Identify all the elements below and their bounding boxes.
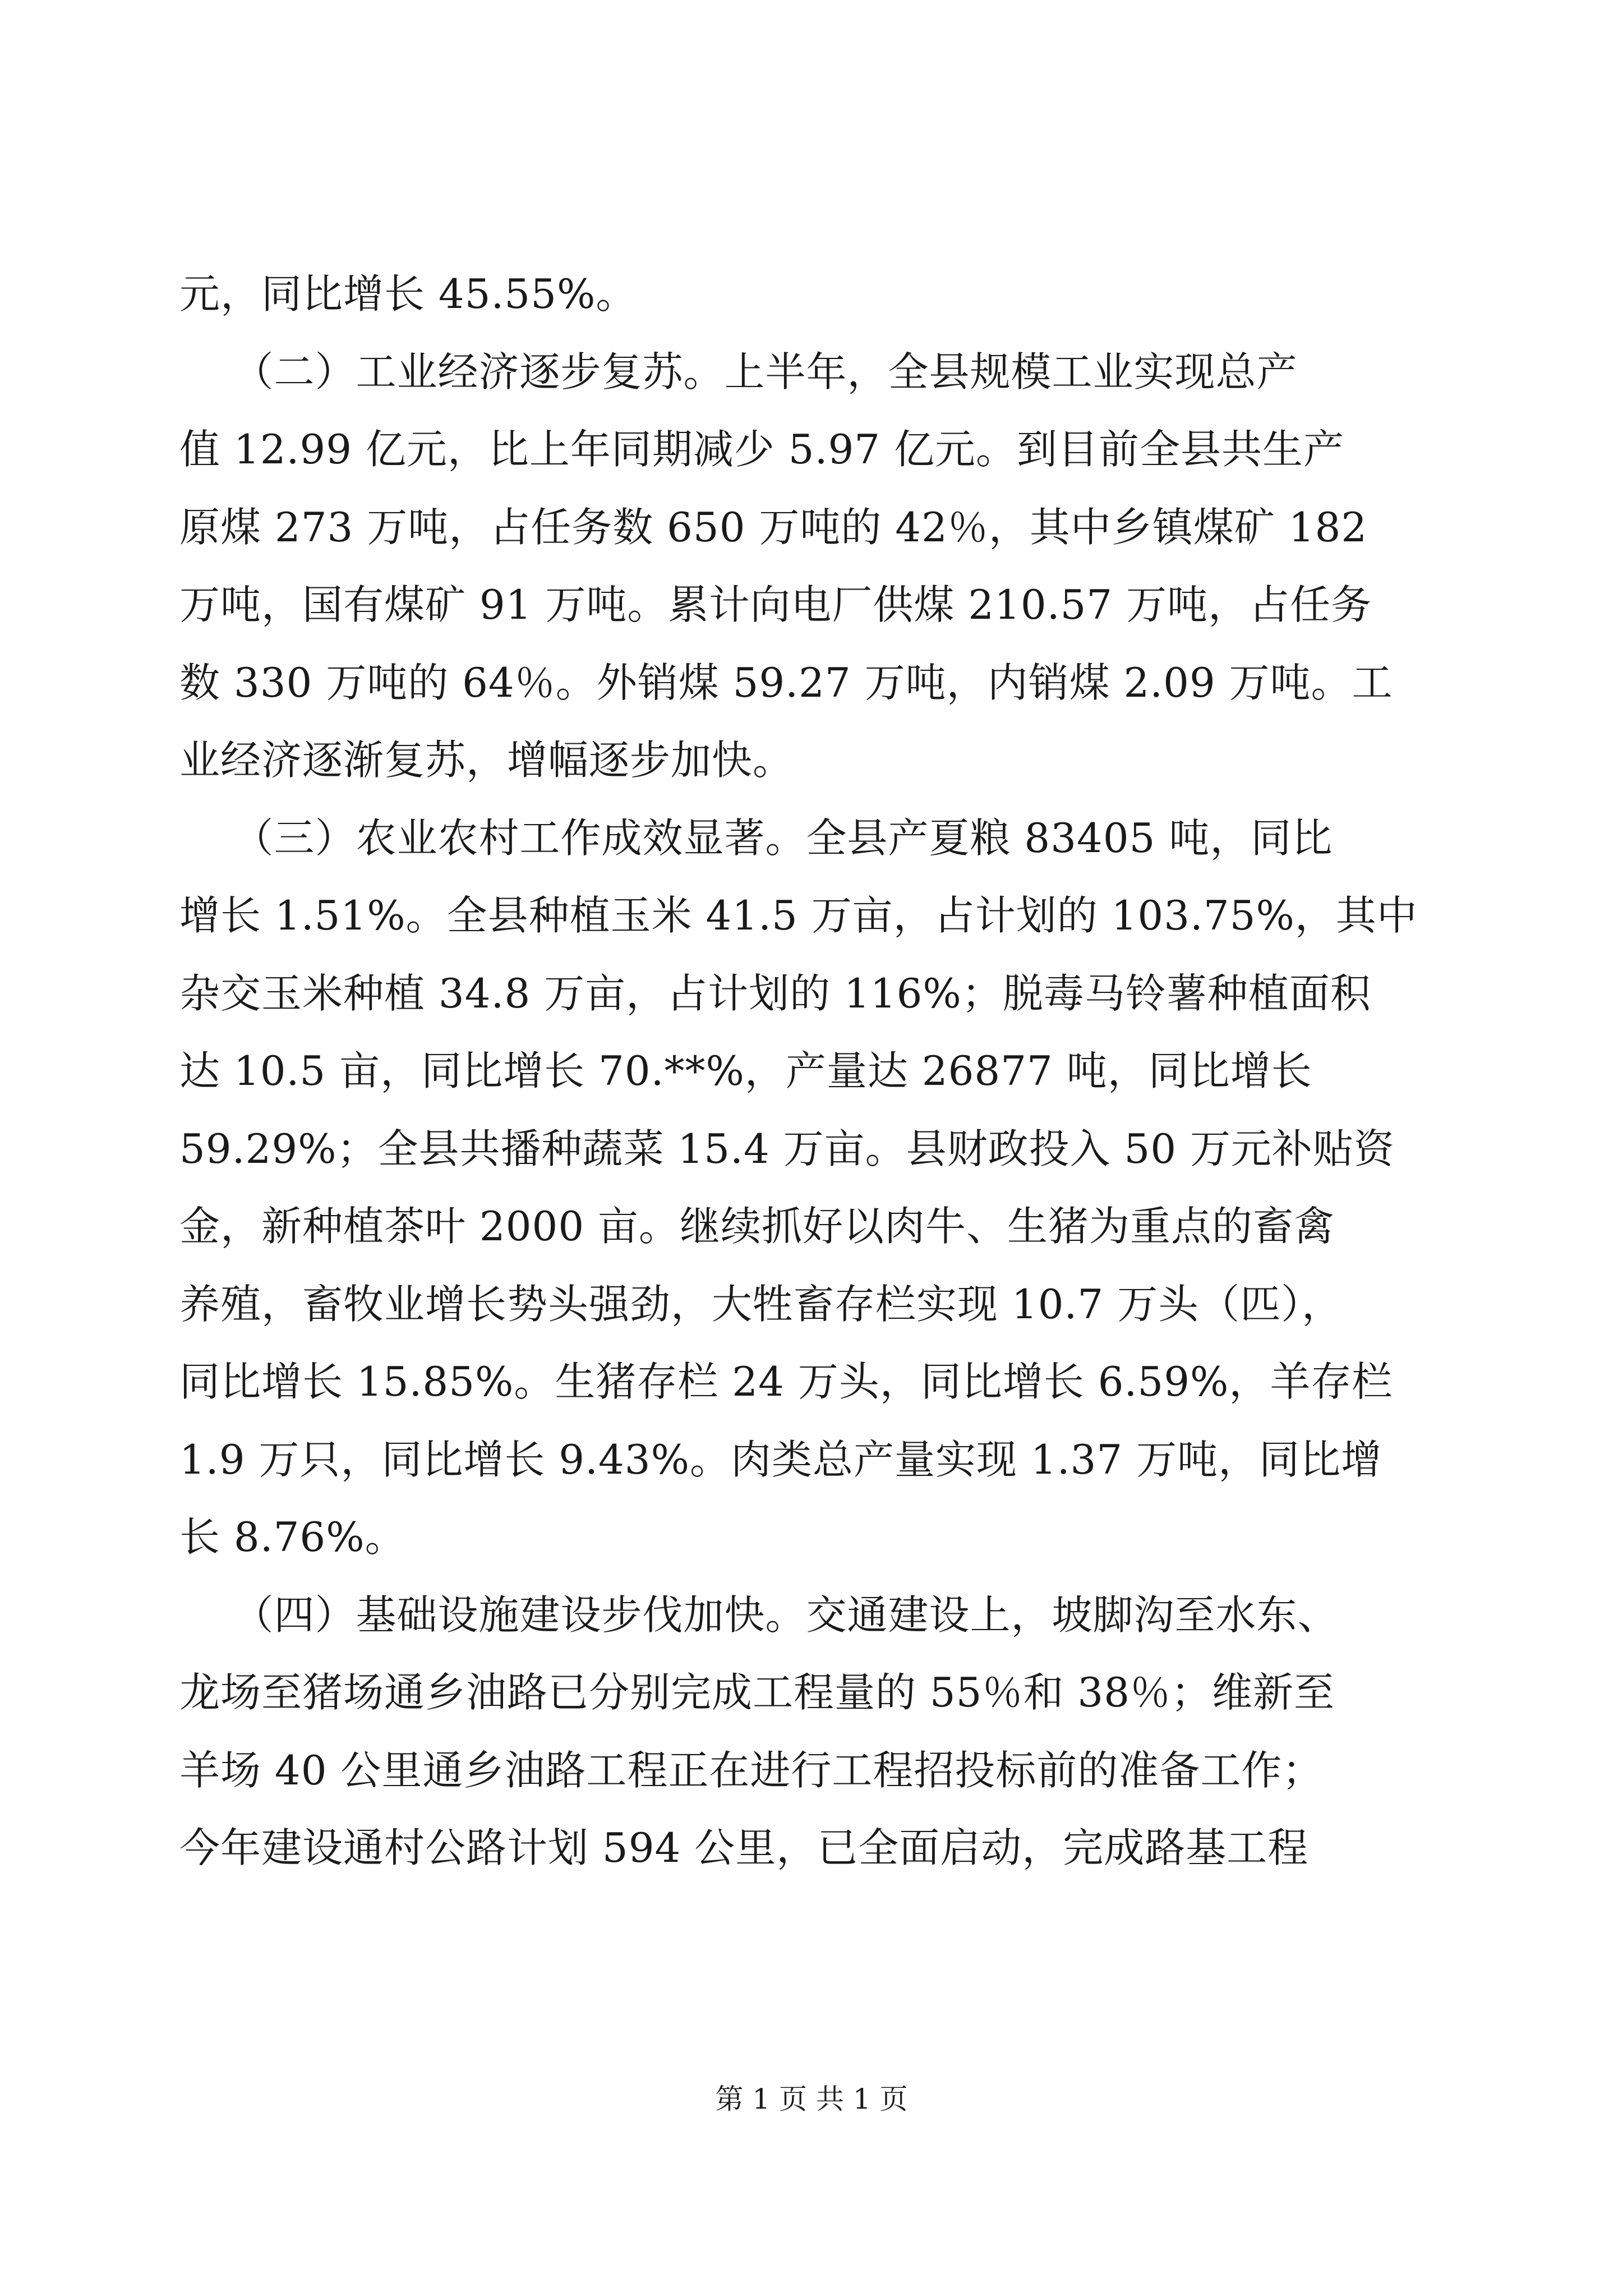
text-line: 1.9 万只，同比增长 9.43%。肉类总产量实现 1.37 万吨，同比增 (179, 1435, 1382, 1483)
text-line: 业经济逐渐复苏，增幅逐步加快。 (179, 737, 794, 784)
document-body (179, 255, 1453, 1887)
text-line: 原煤 273 万吨，占任务数 650 万吨的 42％，其中乡镇煤矿 182 (179, 503, 1368, 551)
page-footer (0, 2082, 1623, 2116)
text-line: 数 330 万吨的 64％。外销煤 59.27 万吨，内销煤 2.09 万吨。工 (179, 659, 1393, 706)
text-line: 59.29%；全县共播种蔬菜 15.4 万亩。县财政投入 50 万元补贴资 (179, 1125, 1395, 1172)
text-line: 杂交玉米种植 34.8 万亩，占计划的 116%；脱毒马铃薯种植面积 (179, 969, 1371, 1017)
text-line: （三）农业农村工作成效显著。全县产夏粮 83405 吨，同比 (179, 814, 1333, 862)
text-line: 万吨，国有煤矿 91 万吨。累计向电厂供煤 210.57 万吨，占任务 (179, 581, 1372, 628)
text-line: 增长 1.51%。全县种植玉米 41.5 万亩，占计划的 103.75%，其中 (179, 892, 1418, 939)
text-line: 同比增长 15.85%。生猪存栏 24 万头，同比增长 6.59%，羊存栏 (179, 1358, 1393, 1405)
text-line: 羊场 40 公里通乡油路工程正在进行工程招投标前的准备工作； (179, 1746, 1324, 1794)
text-line: 龙场至猪场通乡油路已分别完成工程量的 55％和 38％；维新至 (179, 1669, 1335, 1716)
text-line: 今年建设通村公路计划 594 公里，已全面启动，完成路基工程 (179, 1824, 1309, 1871)
text-line: 值 12.99 亿元，比上年同期减少 5.97 亿元。到目前全县共生产 (179, 426, 1344, 473)
text-line: 养殖，畜牧业增长势头强劲，大牲畜存栏实现 10.7 万头（匹）， (179, 1280, 1343, 1328)
text-line: （四）基础设施建设步伐加快。交通建设上，坡脚沟至水东、 (179, 1591, 1339, 1639)
text-line: （二）工业经济逐步复苏。上半年，全县规模工业实现总产 (179, 348, 1298, 395)
text-line: 元，同比增长 45.55%。 (179, 270, 637, 318)
page-number: 第 1 页 共 1 页 (715, 2083, 908, 2115)
text-line: 长 8.76%。 (179, 1513, 406, 1561)
text-line: 金，新种植茶叶 2000 亩。继续抓好以肉牛、生猪为重点的畜禽 (179, 1203, 1335, 1250)
text-line: 达 10.5 亩，同比增长 70.**%，产量达 26877 吨，同比增长 (179, 1047, 1312, 1094)
